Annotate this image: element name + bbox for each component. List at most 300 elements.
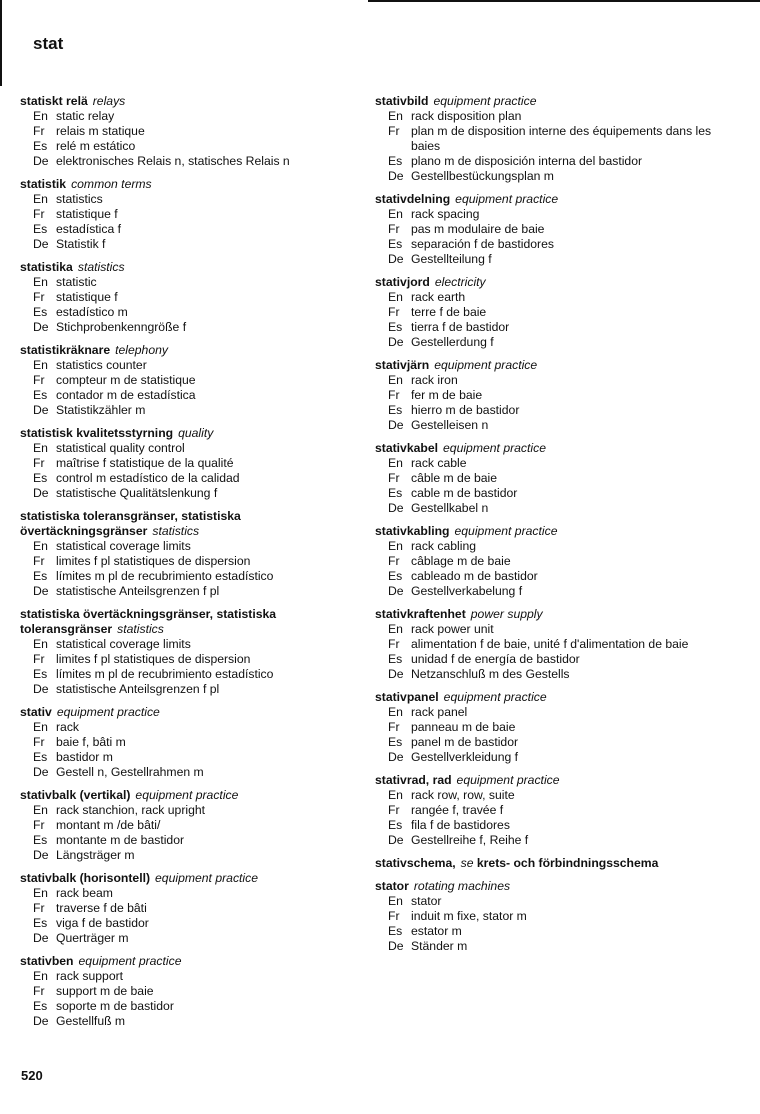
translation-line	[33, 931, 360, 946]
language-code: De	[388, 667, 404, 681]
subject-field: telephony	[115, 343, 168, 357]
translation-line	[33, 192, 360, 207]
headword: stativ	[20, 705, 52, 719]
translation-text: bastidor m	[56, 750, 113, 764]
language-code: Es	[388, 154, 403, 168]
left-column	[20, 94, 360, 1037]
headword: stativkabel	[375, 441, 439, 455]
dictionary-entry	[20, 260, 360, 335]
translation-line	[33, 999, 360, 1014]
dictionary-entry	[375, 607, 720, 682]
language-code: Es	[33, 139, 48, 153]
language-code: Fr	[33, 984, 45, 998]
language-code: En	[388, 894, 403, 908]
headword: stativschema,	[375, 856, 456, 870]
translation-line	[388, 124, 720, 154]
language-code: De	[33, 237, 49, 251]
translation-line	[388, 335, 720, 350]
translation-line	[388, 456, 720, 471]
language-code: En	[33, 358, 48, 372]
entry-term-line	[20, 260, 360, 275]
translation-text: Gestellreihe f, Reihe f	[411, 833, 529, 847]
entry-term-line	[375, 94, 720, 109]
translation-line	[388, 909, 720, 924]
language-code: Es	[388, 486, 403, 500]
headword: stativjärn	[375, 358, 430, 372]
translation-text: rangée f, travée f	[411, 803, 504, 817]
entry-term-line	[20, 607, 360, 637]
language-code: Fr	[33, 290, 45, 304]
dictionary-entry	[375, 524, 720, 599]
language-code: Es	[388, 735, 403, 749]
translation-text: Gestellverkleidung f	[411, 750, 519, 764]
language-code: Fr	[388, 909, 400, 923]
translation-line	[388, 501, 720, 516]
translation-text: Stichprobenkenngröße f	[56, 320, 187, 334]
dictionary-entry	[375, 275, 720, 350]
translation-line	[33, 652, 360, 667]
translation-text: limites f pl statistiques de dispersion	[56, 652, 251, 666]
translation-line	[388, 569, 720, 584]
translation-text: rack row, row, suite	[411, 788, 515, 802]
entry-term-line	[375, 690, 720, 705]
dictionary-entry	[20, 607, 360, 697]
translation-text: statistique f	[56, 207, 118, 221]
language-code: De	[388, 335, 404, 349]
translation-line	[33, 584, 360, 599]
translation-text: traverse f de bâti	[56, 901, 147, 915]
translation-line	[33, 388, 360, 403]
translation-text: pas m modulaire de baie	[411, 222, 545, 236]
entry-term-line	[375, 773, 720, 788]
entry-term-line	[20, 177, 360, 192]
translation-line	[33, 848, 360, 863]
page-number: 520	[21, 1068, 43, 1083]
subject-field: quality	[178, 426, 214, 440]
translation-text: baie f, bâti m	[56, 735, 126, 749]
translation-text: límites m pl de recubrimiento estadístico	[56, 667, 274, 681]
entry-term-line	[375, 856, 720, 871]
translation-text: statistische Anteilsgrenzen f pl	[56, 584, 220, 598]
headword: stativrad, rad	[375, 773, 452, 787]
language-code: Es	[33, 569, 48, 583]
entry-term-line	[20, 705, 360, 720]
translation-text: Ständer m	[411, 939, 468, 953]
translation-text: statistical coverage limits	[56, 539, 191, 553]
dictionary-entry	[375, 94, 720, 184]
translation-text: relé m estático	[56, 139, 136, 153]
language-code: En	[388, 109, 403, 123]
translation-line	[33, 441, 360, 456]
language-code: De	[33, 765, 49, 779]
translation-text: plano m de disposición interna del bastidor	[411, 154, 643, 168]
translation-text: static relay	[56, 109, 115, 123]
entry-term-line	[20, 954, 360, 969]
subject-field: statistics	[77, 260, 125, 274]
translation-text: rack beam	[56, 886, 113, 900]
translation-line	[33, 486, 360, 501]
language-code: En	[388, 788, 403, 802]
translation-text: rack support	[56, 969, 124, 983]
language-code: Fr	[33, 456, 45, 470]
translation-text: hierro m de bastidor	[411, 403, 520, 417]
translation-line	[33, 667, 360, 682]
translation-line	[388, 735, 720, 750]
language-code: En	[33, 275, 48, 289]
language-code: De	[388, 169, 404, 183]
language-code: Fr	[388, 388, 400, 402]
language-code: Es	[33, 999, 48, 1013]
translation-text: maîtrise f statistique de la qualité	[56, 456, 234, 470]
translation-line	[388, 637, 720, 652]
subject-field: common terms	[71, 177, 152, 191]
translation-text: Querträger m	[56, 931, 129, 945]
translation-text: terre f de baie	[411, 305, 487, 319]
dictionary-entry	[20, 426, 360, 501]
language-code: En	[33, 720, 48, 734]
translation-text: contador m de estadística	[56, 388, 196, 402]
language-code: Es	[33, 833, 48, 847]
translation-line	[388, 924, 720, 939]
translation-text: soporte m de bastidor	[56, 999, 174, 1013]
language-code: En	[388, 207, 403, 221]
translation-line	[388, 305, 720, 320]
translation-line	[388, 939, 720, 954]
headword: statistiska toleransgränser, statistiska övertäckningsgränser	[20, 509, 241, 538]
dictionary-entry	[20, 94, 360, 169]
language-code: De	[33, 320, 49, 334]
translation-line	[33, 1014, 360, 1029]
headword: stativbalk (horisontell)	[20, 871, 151, 885]
translation-line	[33, 539, 360, 554]
translation-line	[388, 290, 720, 305]
language-code: De	[388, 252, 404, 266]
translation-line	[388, 554, 720, 569]
language-code: Es	[388, 569, 403, 583]
language-code: Es	[33, 222, 48, 236]
subject-field: equipment practice	[78, 954, 182, 968]
language-code: Es	[33, 305, 48, 319]
translation-line	[388, 486, 720, 501]
language-code: Es	[388, 320, 403, 334]
subject-field: rotating machines	[413, 879, 511, 893]
translation-text: elektronisches Relais n, statisches Relais n	[56, 154, 290, 168]
translation-line	[388, 252, 720, 267]
translation-text: rack cabling	[411, 539, 477, 553]
translation-text: cable m de bastidor	[411, 486, 518, 500]
language-code: Fr	[388, 720, 400, 734]
translation-line	[388, 154, 720, 169]
translation-text: rack power unit	[411, 622, 494, 636]
subject-field: equipment practice	[443, 690, 547, 704]
dictionary-entry	[20, 343, 360, 418]
entry-term-line	[375, 524, 720, 539]
language-code: De	[33, 848, 49, 862]
translation-text: Statistikzähler m	[56, 403, 146, 417]
language-code: En	[388, 456, 403, 470]
headword: stativbild	[375, 94, 429, 108]
translation-text: limites f pl statistiques de dispersion	[56, 554, 251, 568]
translation-line	[388, 894, 720, 909]
right-column	[375, 94, 720, 962]
translation-line	[388, 237, 720, 252]
translation-text: rack cable	[411, 456, 467, 470]
language-code: Es	[33, 750, 48, 764]
language-code: De	[33, 682, 49, 696]
cross-reference: krets- och förbindningsschema	[476, 856, 659, 870]
translation-line	[388, 720, 720, 735]
translation-text: fila f de bastidores	[411, 818, 510, 832]
language-code: En	[388, 705, 403, 719]
translation-line	[33, 818, 360, 833]
language-code: Es	[388, 924, 403, 938]
dictionary-entry	[375, 879, 720, 954]
entry-term-line	[20, 509, 360, 539]
translation-text: Gestellbestückungsplan m	[411, 169, 554, 183]
translation-line	[33, 569, 360, 584]
subject-field: equipment practice	[455, 192, 559, 206]
language-code: En	[388, 373, 403, 387]
headword: stativkabling	[375, 524, 450, 538]
subject-field: equipment practice	[433, 94, 537, 108]
dictionary-entry	[20, 954, 360, 1029]
subject-field: equipment practice	[56, 705, 160, 719]
translation-text: alimentation f de baie, unité f d'alimentation de baie	[411, 637, 689, 651]
language-code: Fr	[33, 554, 45, 568]
translation-text: statistische Qualitätslenkung f	[56, 486, 218, 500]
language-code: Fr	[388, 305, 400, 319]
translation-line	[33, 471, 360, 486]
subject-field: equipment practice	[443, 441, 546, 455]
language-code: De	[388, 939, 404, 953]
dictionary-entry	[375, 441, 720, 516]
language-code: Es	[388, 403, 403, 417]
subject-field: statistics	[117, 622, 164, 636]
translation-text: plan m de disposition interne des équipements dans les baies	[411, 124, 712, 153]
translation-text: relais m statique	[56, 124, 145, 138]
entry-term-line	[375, 358, 720, 373]
language-code: En	[33, 637, 48, 651]
subject-field: electricity	[434, 275, 486, 289]
translation-line	[33, 358, 360, 373]
translation-line	[33, 222, 360, 237]
language-code: De	[388, 833, 404, 847]
translation-line	[33, 637, 360, 652]
language-code: De	[388, 418, 404, 432]
translation-line	[388, 403, 720, 418]
translation-text: unidad f de energía de bastidor	[411, 652, 580, 666]
headword: stativbalk (vertikal)	[20, 788, 131, 802]
translation-line	[33, 290, 360, 305]
dictionary-entry	[20, 177, 360, 252]
language-code: En	[33, 969, 48, 983]
translation-line	[33, 969, 360, 984]
headword: statistisk kvalitetsstyrning	[20, 426, 174, 440]
translation-line	[33, 237, 360, 252]
translation-line	[388, 320, 720, 335]
translation-line	[33, 735, 360, 750]
dictionary-entry	[375, 192, 720, 267]
language-code: Fr	[33, 373, 45, 387]
entry-term-line	[375, 275, 720, 290]
translation-line	[33, 109, 360, 124]
translation-text: Netzanschluß m des Gestells	[411, 667, 570, 681]
language-code: Fr	[388, 554, 400, 568]
translation-text: câble m de baie	[411, 471, 498, 485]
subject-field: equipment practice	[454, 524, 558, 538]
translation-line	[388, 584, 720, 599]
language-code: De	[33, 584, 49, 598]
language-code: De	[33, 486, 49, 500]
translation-line	[388, 471, 720, 486]
headword: stativpanel	[375, 690, 439, 704]
translation-text: estadístico m	[56, 305, 128, 319]
language-code: De	[388, 750, 404, 764]
entry-term-line	[20, 788, 360, 803]
translation-text: montante m de bastidor	[56, 833, 185, 847]
language-code: De	[33, 154, 49, 168]
translation-text: rack panel	[411, 705, 468, 719]
translation-line	[33, 154, 360, 169]
entry-term-line	[20, 343, 360, 358]
dictionary-entry	[375, 773, 720, 848]
translation-text: Gestellerdung f	[411, 335, 494, 349]
dictionary-entry	[20, 509, 360, 599]
translation-line	[388, 667, 720, 682]
language-code: En	[33, 192, 48, 206]
dictionary-entry	[20, 871, 360, 946]
translation-line	[33, 901, 360, 916]
translation-line	[388, 833, 720, 848]
language-code: Es	[388, 652, 403, 666]
language-code: Fr	[33, 124, 45, 138]
translation-text: rack earth	[411, 290, 466, 304]
translation-line	[388, 539, 720, 554]
translation-line	[388, 388, 720, 403]
dictionary-entry	[20, 788, 360, 863]
translation-line	[388, 207, 720, 222]
headword: stator	[375, 879, 409, 893]
translation-line	[33, 833, 360, 848]
language-code: De	[33, 403, 49, 417]
headword: stativkraftenhet	[375, 607, 466, 621]
translation-line	[33, 750, 360, 765]
entry-term-line	[20, 871, 360, 886]
headword: statistiska övertäckningsgränser, statistiska toleransgränser	[20, 607, 277, 636]
headword: stativdelning	[375, 192, 451, 206]
language-code: Fr	[33, 652, 45, 666]
translation-text: panel m de bastidor	[411, 735, 519, 749]
top-rule	[368, 0, 760, 2]
translation-line	[33, 554, 360, 569]
translation-line	[388, 750, 720, 765]
headword: statistikräknare	[20, 343, 111, 357]
subject-field: equipment practice	[456, 773, 560, 787]
translation-text: induit m fixe, stator m	[411, 909, 527, 923]
language-code: En	[33, 441, 48, 455]
language-code: Fr	[388, 803, 400, 817]
entry-term-line	[375, 192, 720, 207]
translation-text: statistics counter	[56, 358, 147, 372]
translation-line	[33, 305, 360, 320]
language-code: Fr	[33, 818, 45, 832]
translation-line	[33, 207, 360, 222]
translation-text: panneau m de baie	[411, 720, 516, 734]
subject-field: statistics	[152, 524, 200, 538]
translation-text: rack spacing	[411, 207, 480, 221]
translation-line	[33, 320, 360, 335]
translation-text: Statistik f	[56, 237, 106, 251]
subject-field: equipment practice	[434, 358, 538, 372]
entry-term-line	[375, 441, 720, 456]
language-code: Fr	[388, 471, 400, 485]
translation-line	[33, 139, 360, 154]
translation-line	[33, 803, 360, 818]
dictionary-entry	[375, 690, 720, 765]
language-code: Es	[33, 916, 48, 930]
entry-term-line	[375, 607, 720, 622]
headword: statistika	[20, 260, 73, 274]
translation-line	[33, 456, 360, 471]
subject-field: equipment practice	[135, 788, 239, 802]
translation-text: rack iron	[411, 373, 458, 387]
subject-field: se	[460, 856, 474, 870]
language-code: Es	[33, 388, 48, 402]
translation-text: fer m de baie	[411, 388, 483, 402]
language-code: De	[388, 584, 404, 598]
translation-line	[388, 652, 720, 667]
language-code: En	[33, 886, 48, 900]
translation-line	[388, 818, 720, 833]
translation-line	[388, 622, 720, 637]
language-code: En	[388, 622, 403, 636]
headword: statiskt relä	[20, 94, 88, 108]
translation-line	[388, 169, 720, 184]
translation-line	[33, 124, 360, 139]
translation-text: viga f de bastidor	[56, 916, 149, 930]
translation-line	[388, 705, 720, 720]
translation-text: estadística f	[56, 222, 122, 236]
translation-line	[388, 109, 720, 124]
translation-text: rack stanchion, rack upright	[56, 803, 206, 817]
translation-line	[388, 373, 720, 388]
language-code: En	[388, 290, 403, 304]
language-code: Fr	[33, 735, 45, 749]
language-code: En	[33, 803, 48, 817]
entry-term-line	[20, 426, 360, 441]
translation-text: statistische Anteilsgrenzen f pl	[56, 682, 220, 696]
language-code: De	[388, 501, 404, 515]
translation-text: compteur m de statistique	[56, 373, 196, 387]
language-code: De	[33, 931, 49, 945]
language-code: Fr	[33, 901, 45, 915]
translation-text: statistic	[56, 275, 97, 289]
translation-text: statistical quality control	[56, 441, 185, 455]
subject-field: equipment practice	[155, 871, 259, 885]
translation-text: Gestellteilung f	[411, 252, 492, 266]
translation-text: statistical coverage limits	[56, 637, 191, 651]
page-heading: stat	[33, 34, 64, 53]
translation-text: cableado m de bastidor	[411, 569, 538, 583]
translation-text: statistics	[56, 192, 103, 206]
language-code: Es	[388, 818, 403, 832]
dictionary-entry	[375, 856, 720, 871]
entry-term-line	[375, 879, 720, 894]
translation-text: Gestelleisen n	[411, 418, 489, 432]
translation-line	[388, 803, 720, 818]
translation-line	[33, 886, 360, 901]
subject-field: power supply	[470, 607, 543, 621]
